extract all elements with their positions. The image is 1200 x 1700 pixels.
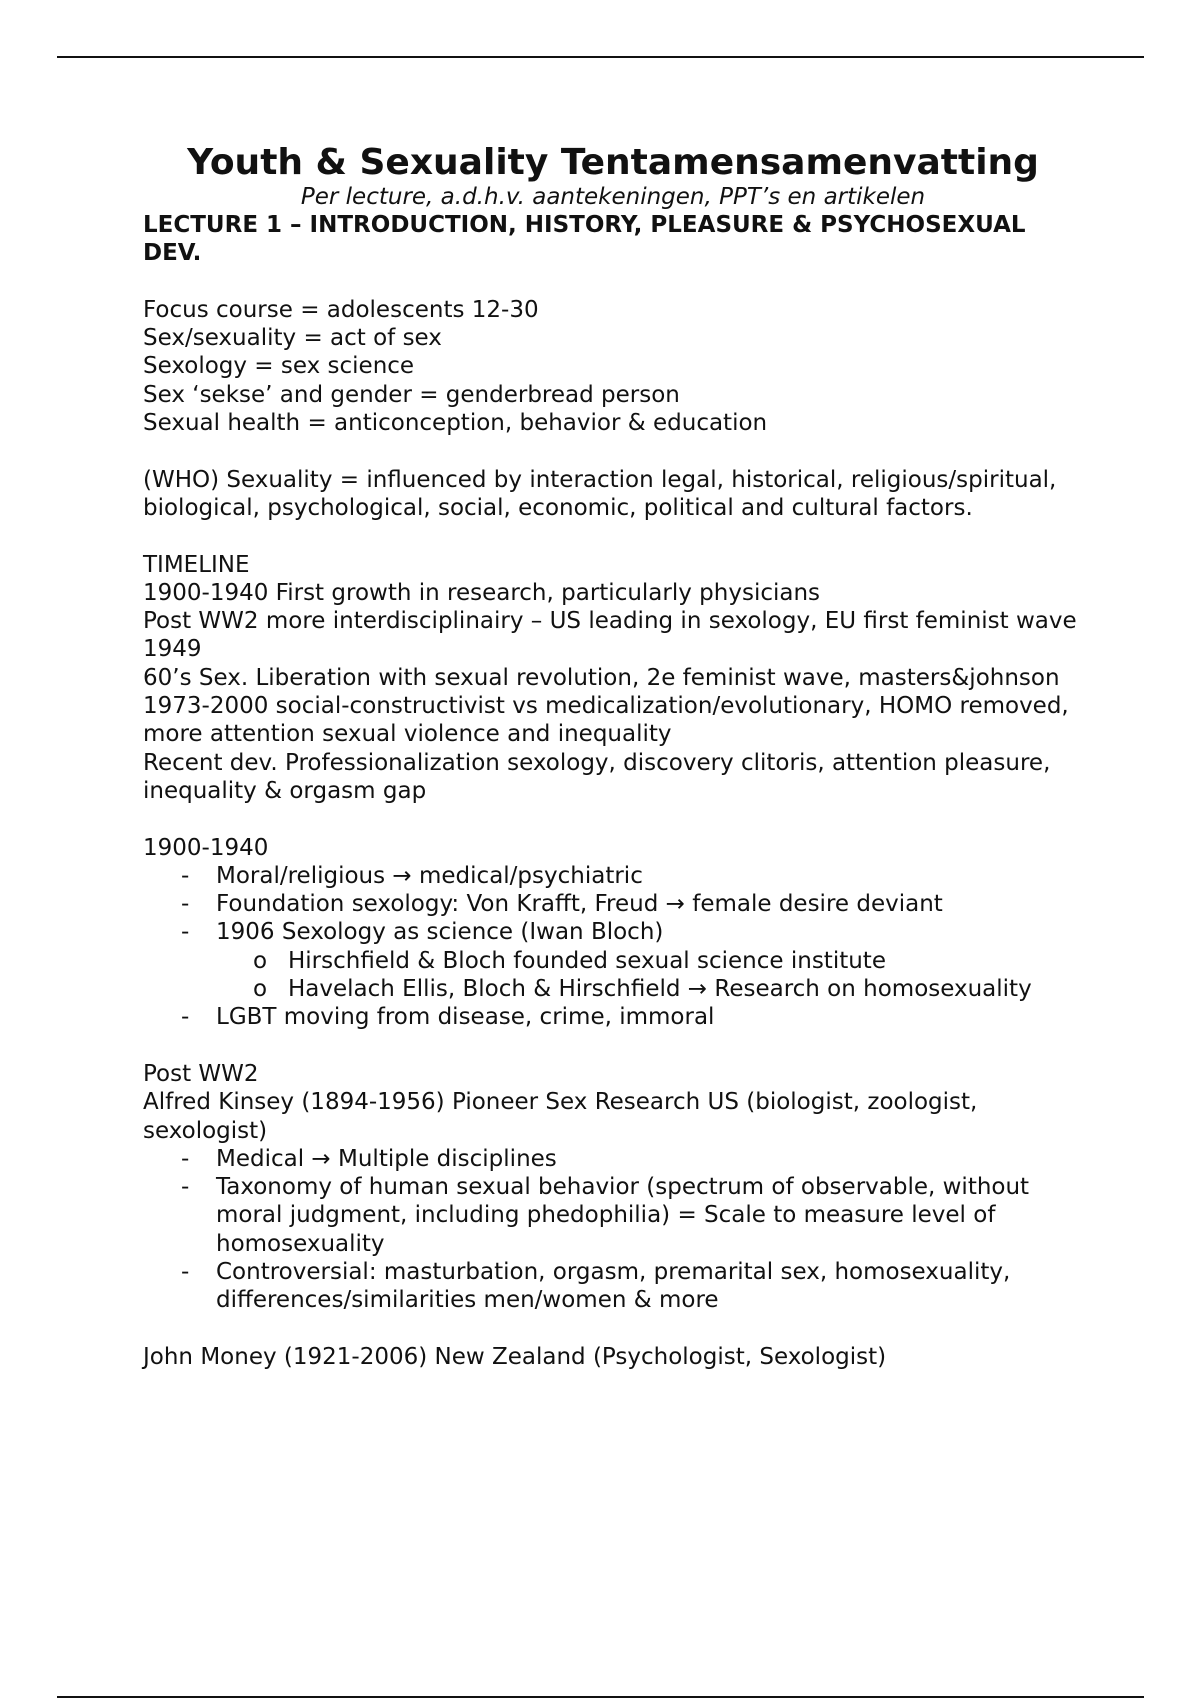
list-item (143, 890, 1083, 918)
list-item (143, 918, 1083, 946)
definition-line: Sexual health = anticonception, behavior & education (143, 410, 768, 437)
sub-bullet-circle: o (253, 947, 268, 974)
bullet-text: Moral/religious → medical/psychiatric (216, 862, 643, 889)
footer-rule (57, 1696, 1144, 1698)
bullet-text: Medical → Multiple disciplines (216, 1145, 557, 1172)
section-label-1900: 1900-1940 (143, 834, 269, 861)
sub-bullet-text: Havelach Ellis, Bloch & Hirschfield → Research on homosexuality (288, 976, 1032, 1003)
bullet-dash: - (181, 862, 190, 889)
page-subtitle: Per lecture, a.d.h.v. aantekeningen, PPT’s en artikelen (300, 184, 926, 210)
money-line: John Money (1921-2006) New Zealand (Psychologist, Sexologist) (143, 1343, 887, 1370)
bullet-text: Foundation sexology: Von Krafft, Freud → female desire deviant (216, 891, 943, 918)
bullet-text: 1906 Sexology as science (Iwan Bloch) (216, 919, 664, 946)
timeline-label: TIMELINE (143, 551, 250, 578)
timeline-item: 1900-1940 First growth in research, particularly physicians (143, 579, 821, 606)
definition-line: Sex ‘sekse’ and gender = genderbread person (143, 381, 680, 408)
timeline-item: 60’s Sex. Liberation with sexual revolution, 2e feminist wave, masters&johnson (143, 664, 1060, 691)
timeline-item: Post WW2 more interdisciplinairy – US leading in sexology, EU first feminist wave 1949 (143, 608, 1077, 663)
page-title: Youth & Sexuality Tentamensamenvatting (187, 142, 1039, 183)
list-item (143, 862, 1083, 890)
who-paragraph: (WHO) Sexuality = influenced by interaction legal, historical, religious/spiritual, biological, psychological, social, economic, political and cultural factors. (143, 466, 1057, 521)
sub-bullet-circle: o (253, 976, 268, 1003)
timeline-item: 1973-2000 social-constructivist vs medicalization/evolutionary, HOMO removed, more attention sexual violence and inequality (143, 693, 1069, 748)
definition-line: Sexology = sex science (143, 353, 415, 380)
bullet-dash: - (181, 891, 190, 918)
bullet-dash: - (181, 1145, 190, 1172)
bullet-text: Taxonomy of human sexual behavior (spectrum of observable, without moral judgment, including phedophilia) = Scale to measure level of homosexuality (216, 1174, 1030, 1257)
header-rule (57, 56, 1144, 58)
sub-list-item (143, 975, 1083, 1003)
lecture-heading: LECTURE 1 – INTRODUCTION, HISTORY, PLEASURE & PSYCHOSEXUAL DEV. (143, 212, 1026, 267)
bullet-text: LGBT moving from disease, crime, immoral (216, 1004, 715, 1031)
bullet-dash: - (181, 919, 190, 946)
list-item (143, 1258, 1083, 1315)
document-body (143, 143, 1083, 1371)
list-item (143, 1003, 1083, 1031)
bullet-dash: - (181, 1004, 190, 1031)
bullet-text: Controversial: masturbation, orgasm, premarital sex, homosexuality, differences/similarities men/women & more (216, 1258, 1011, 1314)
section-label-post-ww2: Post WW2 (143, 1060, 259, 1087)
timeline-item: Recent dev. Professionalization sexology, discovery clitoris, attention pleasure, inequality & orgasm gap (143, 749, 1051, 804)
list-item (143, 1145, 1083, 1173)
sub-list-item (143, 947, 1083, 975)
bullet-dash: - (181, 1258, 190, 1285)
kinsey-line: Alfred Kinsey (1894-1956) Pioneer Sex Research US (biologist, zoologist, sexologist) (143, 1089, 978, 1144)
bullet-dash: - (181, 1174, 190, 1201)
sub-bullet-text: Hirschfield & Bloch founded sexual science institute (288, 947, 886, 974)
definition-line: Focus course = adolescents 12-30 (143, 296, 539, 323)
list-item (143, 1173, 1083, 1258)
definition-line: Sex/sexuality = act of sex (143, 325, 442, 352)
